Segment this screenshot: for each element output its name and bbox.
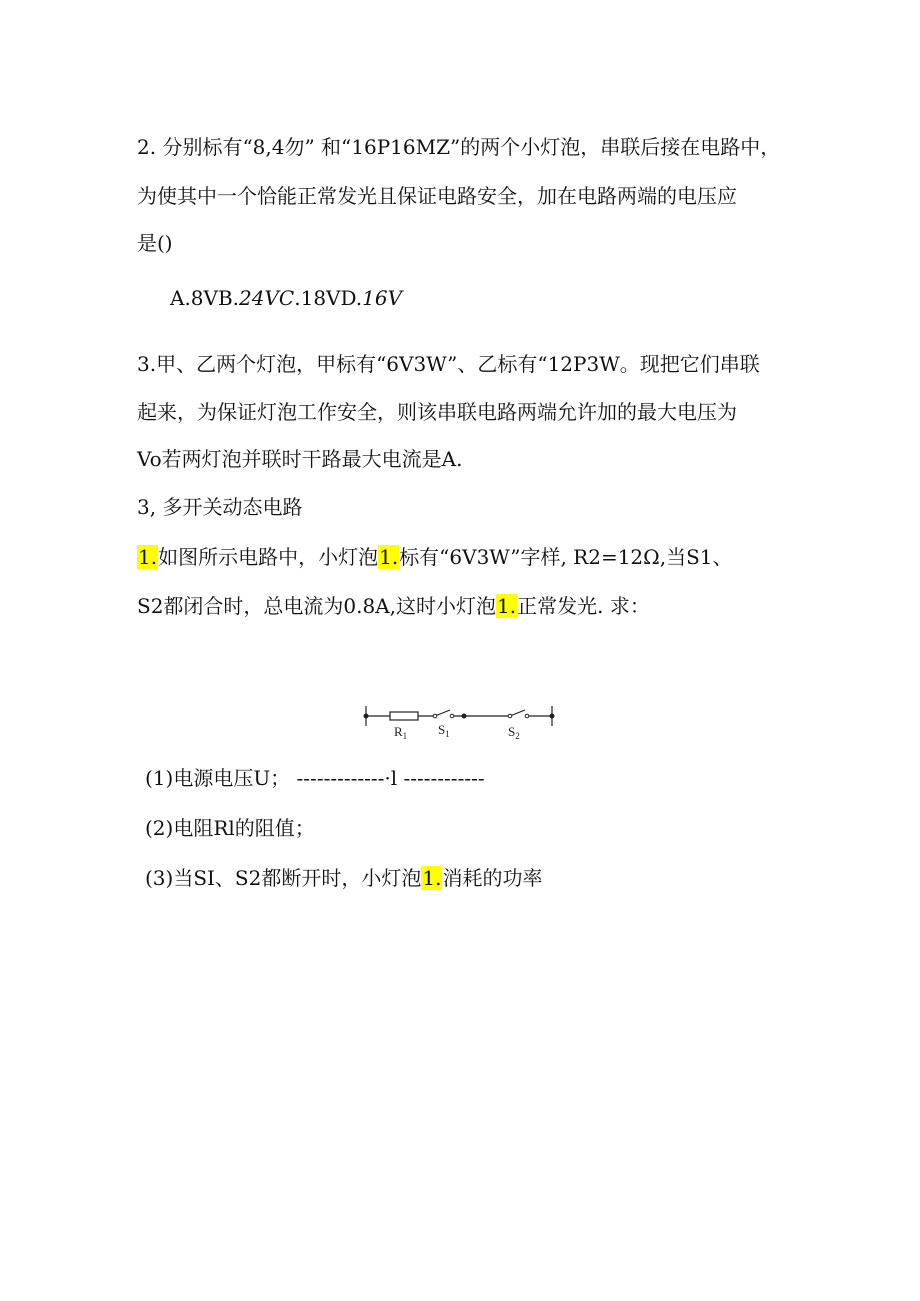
resistor-r1-symbol [390,712,418,720]
highlight-mark: 1. [497,594,517,618]
sub-question-3 [145,864,542,892]
p1-line-2 [137,592,650,620]
switch-contact [525,714,529,718]
p1-text: 如图所示电路中，小灯泡 [158,545,379,569]
highlight-mark: 1. [422,866,442,890]
p1-text: 标有“6V3W”字样, R2=12Ω,当S1、 [399,545,733,569]
section-heading: 3, 多开关动态电路 [137,495,303,519]
q3-line-3: Vo若两灯泡并联时干路最大电流是A. [137,447,463,471]
q2-options [170,284,402,312]
switch-contact [508,714,512,718]
junction-dot [462,714,467,719]
option-text: 16V [362,286,403,310]
sub-question-1: (1)电源电压U； -------------·l ------------ [145,766,485,790]
s1-label: $S_1$ [438,722,450,739]
q3-line-1: 3.甲、乙两个灯泡，甲标有“6V3W”、乙标有“12P3W。现把它们串联 [137,352,760,376]
switch-contact [450,714,454,718]
sub-question-2: (2)电阻Rl的阻值； [145,816,315,840]
q2-line-1: 2. 分别标有“8,4勿” 和“16P16MZ”的两个小灯泡，串联后接在电路中， [137,135,781,159]
highlight-mark: 1. [379,545,399,569]
q2-line-3: 是() [137,231,173,255]
s2-label: $S_2$ [508,724,520,741]
junction-dot [364,714,369,719]
r1-label: $R_1$ [394,724,408,741]
subq-text: 消耗的功率 [442,866,543,890]
switch-contact [433,714,437,718]
p1-line-1 [137,543,733,571]
p1-text: 正常发光. 求： [517,594,650,618]
subq-text: (3)当SI、S2都断开时，小灯泡 [145,866,422,890]
circuit-diagram [360,704,560,744]
option-text: .18VD. [294,286,363,310]
highlight-mark: 1. [138,545,158,569]
switch-s1-blade [435,710,450,716]
junction-dot [550,714,555,719]
p1-text: S2都闭合时，总电流为0.8A,这时小灯泡 [137,594,497,618]
q2-line-2: 为使其中一个恰能正常发光且保证电路安全，加在电路两端的电压应 [137,184,737,208]
option-text: 24VC [239,286,295,310]
option-text: A.8VB. [170,286,240,310]
q3-line-2: 起来，为保证灯泡工作安全，则该串联电路两端允许加的最大电压为 [137,400,737,424]
switch-s2-blade [510,710,525,716]
